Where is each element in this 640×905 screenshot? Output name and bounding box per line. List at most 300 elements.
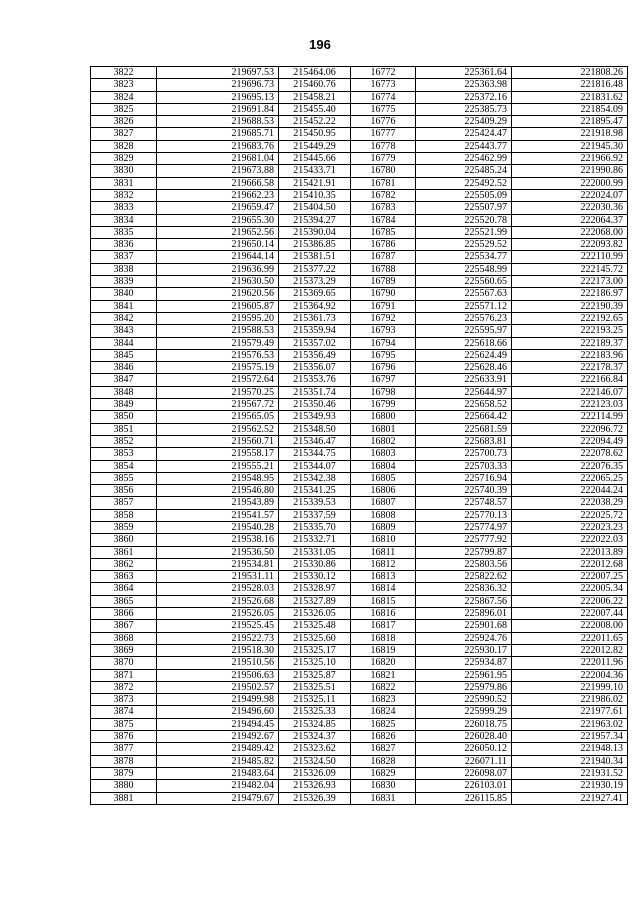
table-cell: 219538.16 (157, 534, 279, 546)
table-cell: 16776 (351, 116, 416, 128)
table-cell: 16819 (351, 644, 416, 656)
table-cell: 226115.85 (416, 792, 512, 804)
table-row (91, 325, 628, 337)
table-cell: 222007.44 (512, 608, 628, 620)
table-cell: 16811 (351, 546, 416, 558)
table-cell: 16794 (351, 337, 416, 349)
table-cell: 219560.71 (157, 435, 279, 447)
table-cell: 215326.39 (279, 792, 351, 804)
table-cell: 222023.23 (512, 521, 628, 533)
table-cell: 219659.47 (157, 202, 279, 214)
table-cell: 219494.45 (157, 718, 279, 730)
table-cell: 16788 (351, 263, 416, 275)
table-cell: 3878 (91, 755, 157, 767)
table-cell: 215326.05 (279, 608, 351, 620)
table-cell: 219528.03 (157, 583, 279, 595)
table-cell: 221831.62 (512, 91, 628, 103)
table-cell: 219636.99 (157, 263, 279, 275)
table-cell: 225492.52 (416, 177, 512, 189)
table-row (91, 755, 628, 767)
table-cell: 16796 (351, 362, 416, 374)
table-row (91, 214, 628, 226)
table-cell: 219502.57 (157, 681, 279, 693)
table-cell: 16787 (351, 251, 416, 263)
table-cell: 3825 (91, 103, 157, 115)
table-cell: 226071.11 (416, 755, 512, 767)
table-cell: 222008.00 (512, 620, 628, 632)
table-cell: 222013.89 (512, 546, 628, 558)
table-cell: 16800 (351, 411, 416, 423)
table-row (91, 386, 628, 398)
table-cell: 219489.42 (157, 743, 279, 755)
table-cell: 222030.36 (512, 202, 628, 214)
table-cell: 3832 (91, 189, 157, 201)
table-cell: 225774.97 (416, 521, 512, 533)
table-row (91, 435, 628, 447)
table-cell: 219496.60 (157, 706, 279, 718)
table-cell: 225740.39 (416, 485, 512, 497)
table-cell: 3835 (91, 226, 157, 238)
table-cell: 219595.20 (157, 312, 279, 324)
table-cell: 215335.70 (279, 521, 351, 533)
table-cell: 222093.82 (512, 239, 628, 251)
table-cell: 219531.11 (157, 571, 279, 583)
table-cell: 225777.92 (416, 534, 512, 546)
table-cell: 16780 (351, 165, 416, 177)
table-cell: 215346.47 (279, 435, 351, 447)
table-cell: 219526.05 (157, 608, 279, 620)
table-cell: 16817 (351, 620, 416, 632)
table-cell: 3826 (91, 116, 157, 128)
table-cell: 16797 (351, 374, 416, 386)
table-cell: 16827 (351, 743, 416, 755)
coordinates-table (90, 66, 628, 805)
table-cell: 225443.77 (416, 140, 512, 152)
table-row (91, 792, 628, 804)
table-cell: 3872 (91, 681, 157, 693)
table-row (91, 177, 628, 189)
table-cell: 225363.98 (416, 79, 512, 91)
table-cell: 3876 (91, 731, 157, 743)
table-cell: 222186.97 (512, 288, 628, 300)
table-cell: 3842 (91, 312, 157, 324)
table-cell: 219482.04 (157, 780, 279, 792)
table-cell: 221854.09 (512, 103, 628, 115)
table-cell: 3837 (91, 251, 157, 263)
table-cell: 3829 (91, 153, 157, 165)
table-row (91, 91, 628, 103)
table-cell: 219652.56 (157, 226, 279, 238)
table-cell: 225700.73 (416, 448, 512, 460)
table-cell: 215327.89 (279, 595, 351, 607)
table-cell: 215325.60 (279, 632, 351, 644)
table-row (91, 263, 628, 275)
table-cell: 3824 (91, 91, 157, 103)
table-row (91, 288, 628, 300)
table-row (91, 239, 628, 251)
table-cell: 16815 (351, 595, 416, 607)
table-cell: 215364.92 (279, 300, 351, 312)
table-cell: 215458.21 (279, 91, 351, 103)
table-cell: 215390.04 (279, 226, 351, 238)
table-cell: 221990.86 (512, 165, 628, 177)
table-cell: 221977.61 (512, 706, 628, 718)
table-cell: 219688.53 (157, 116, 279, 128)
table-cell: 219555.21 (157, 460, 279, 472)
table-cell: 3855 (91, 472, 157, 484)
table-cell: 219492.67 (157, 731, 279, 743)
table-row (91, 620, 628, 632)
table-cell: 225372.16 (416, 91, 512, 103)
table-row (91, 706, 628, 718)
table-cell: 219697.53 (157, 67, 279, 79)
table-cell: 225520.78 (416, 214, 512, 226)
table-row (91, 632, 628, 644)
table-cell: 215404.50 (279, 202, 351, 214)
table-cell: 3874 (91, 706, 157, 718)
table-cell: 215369.65 (279, 288, 351, 300)
table-cell: 3861 (91, 546, 157, 558)
table-cell: 3875 (91, 718, 157, 730)
table-cell: 219695.13 (157, 91, 279, 103)
table-cell: 226098.07 (416, 767, 512, 779)
table-cell: 222068.00 (512, 226, 628, 238)
table-cell: 222076.35 (512, 460, 628, 472)
table-cell: 3839 (91, 276, 157, 288)
table-cell: 225979.86 (416, 681, 512, 693)
table-row (91, 448, 628, 460)
table-cell: 219570.25 (157, 386, 279, 398)
table-row (91, 718, 628, 730)
table-cell: 215325.17 (279, 644, 351, 656)
table-cell: 16781 (351, 177, 416, 189)
table-row (91, 731, 628, 743)
table-cell: 215455.40 (279, 103, 351, 115)
table-cell: 219691.84 (157, 103, 279, 115)
table-row (91, 362, 628, 374)
table-row (91, 657, 628, 669)
table-row (91, 485, 628, 497)
table-cell: 222094.49 (512, 435, 628, 447)
table-cell: 225576.23 (416, 312, 512, 324)
table-row (91, 546, 628, 558)
table-cell: 16786 (351, 239, 416, 251)
table-cell: 3843 (91, 325, 157, 337)
table-cell: 215356.49 (279, 349, 351, 361)
table-cell: 3879 (91, 767, 157, 779)
table-cell: 3850 (91, 411, 157, 423)
table-cell: 16791 (351, 300, 416, 312)
table-cell: 221966.92 (512, 153, 628, 165)
table-cell: 16806 (351, 485, 416, 497)
table-cell: 226103.01 (416, 780, 512, 792)
table-cell: 3857 (91, 497, 157, 509)
table-cell: 219546.80 (157, 485, 279, 497)
table-cell: 3827 (91, 128, 157, 140)
table-row (91, 571, 628, 583)
table-cell: 221963.02 (512, 718, 628, 730)
table-cell: 219506.63 (157, 669, 279, 681)
table-cell: 222038.29 (512, 497, 628, 509)
table-cell: 16784 (351, 214, 416, 226)
table-cell: 3841 (91, 300, 157, 312)
table-cell: 215325.48 (279, 620, 351, 632)
table-cell: 225633.91 (416, 374, 512, 386)
table-row (91, 743, 628, 755)
table-cell: 219534.81 (157, 558, 279, 570)
table-row (91, 595, 628, 607)
table-cell: 225624.49 (416, 349, 512, 361)
table-cell: 215356.07 (279, 362, 351, 374)
table-cell: 3856 (91, 485, 157, 497)
table-cell: 222022.03 (512, 534, 628, 546)
table-row (91, 374, 628, 386)
table-cell: 3836 (91, 239, 157, 251)
table-cell: 221927.41 (512, 792, 628, 804)
table-cell: 226028.40 (416, 731, 512, 743)
table-cell: 222025.72 (512, 509, 628, 521)
table-cell: 215324.50 (279, 755, 351, 767)
table-cell: 225683.81 (416, 435, 512, 447)
table-cell: 16783 (351, 202, 416, 214)
table-cell: 16785 (351, 226, 416, 238)
table-cell: 225867.56 (416, 595, 512, 607)
table-cell: 221918.98 (512, 128, 628, 140)
table-cell: 215323.62 (279, 743, 351, 755)
table-cell: 215332.71 (279, 534, 351, 546)
table-row (91, 153, 628, 165)
table-cell: 16823 (351, 694, 416, 706)
table-cell: 222065.25 (512, 472, 628, 484)
table-cell: 215361.73 (279, 312, 351, 324)
table-cell: 225529.52 (416, 239, 512, 251)
table-cell: 225485.24 (416, 165, 512, 177)
table-cell: 225548.99 (416, 263, 512, 275)
table-cell: 3863 (91, 571, 157, 583)
table-cell: 3858 (91, 509, 157, 521)
table-cell: 16808 (351, 509, 416, 521)
table-cell: 219483.64 (157, 767, 279, 779)
table-cell: 225924.76 (416, 632, 512, 644)
table-cell: 225595.97 (416, 325, 512, 337)
table-cell: 219572.64 (157, 374, 279, 386)
table-cell: 222183.96 (512, 349, 628, 361)
table-cell: 16790 (351, 288, 416, 300)
table-cell: 215433.71 (279, 165, 351, 177)
table-cell: 222006.22 (512, 595, 628, 607)
table-row (91, 694, 628, 706)
table-row (91, 79, 628, 91)
table-cell: 225644.97 (416, 386, 512, 398)
table-cell: 219588.53 (157, 325, 279, 337)
table-cell: 222011.65 (512, 632, 628, 644)
table-cell: 219565.05 (157, 411, 279, 423)
table-cell: 222007.25 (512, 571, 628, 583)
table-cell: 16828 (351, 755, 416, 767)
table-cell: 3828 (91, 140, 157, 152)
table-cell: 225896.01 (416, 608, 512, 620)
table-cell: 221945.30 (512, 140, 628, 152)
table-row (91, 681, 628, 693)
table-cell: 219650.14 (157, 239, 279, 251)
table-cell: 16830 (351, 780, 416, 792)
table-cell: 215337.59 (279, 509, 351, 521)
table-cell: 225571.12 (416, 300, 512, 312)
table-cell: 225567.63 (416, 288, 512, 300)
table-cell: 16822 (351, 681, 416, 693)
table-cell: 225748.57 (416, 497, 512, 509)
table-cell: 225560.65 (416, 276, 512, 288)
table-cell: 215460.76 (279, 79, 351, 91)
table-cell: 221940.34 (512, 755, 628, 767)
table-cell: 219579.49 (157, 337, 279, 349)
table-cell: 219666.58 (157, 177, 279, 189)
table-row (91, 116, 628, 128)
table-cell: 225507.97 (416, 202, 512, 214)
table-row (91, 67, 628, 79)
table-cell: 219525.45 (157, 620, 279, 632)
table-row (91, 140, 628, 152)
table-cell: 225836.32 (416, 583, 512, 595)
table-cell: 226018.75 (416, 718, 512, 730)
table-cell: 3851 (91, 423, 157, 435)
table-cell: 221957.34 (512, 731, 628, 743)
table-cell: 219540.28 (157, 521, 279, 533)
table-cell: 3831 (91, 177, 157, 189)
table-cell: 225716.94 (416, 472, 512, 484)
table-cell: 222004.36 (512, 669, 628, 681)
table-row (91, 349, 628, 361)
table-row (91, 583, 628, 595)
table-cell: 219562.52 (157, 423, 279, 435)
table-cell: 222110.99 (512, 251, 628, 263)
table-cell: 219485.82 (157, 755, 279, 767)
table-cell: 16824 (351, 706, 416, 718)
table-row (91, 202, 628, 214)
table-cell: 16774 (351, 91, 416, 103)
table-cell: 225770.13 (416, 509, 512, 521)
table-cell: 3844 (91, 337, 157, 349)
table-cell: 215410.35 (279, 189, 351, 201)
table-cell: 3871 (91, 669, 157, 681)
table-row (91, 780, 628, 792)
table-cell: 3852 (91, 435, 157, 447)
table-cell: 3833 (91, 202, 157, 214)
table-cell: 215342.38 (279, 472, 351, 484)
table-cell: 215377.22 (279, 263, 351, 275)
table-cell: 222190.39 (512, 300, 628, 312)
table-cell: 225961.95 (416, 669, 512, 681)
table-cell: 215330.12 (279, 571, 351, 583)
table-cell: 16772 (351, 67, 416, 79)
table-cell: 219655.30 (157, 214, 279, 226)
table-row (91, 128, 628, 140)
table-cell: 3881 (91, 792, 157, 804)
table-cell: 221999.10 (512, 681, 628, 693)
table-cell: 16799 (351, 399, 416, 411)
table-cell: 3865 (91, 595, 157, 607)
table-cell: 222064.37 (512, 214, 628, 226)
table-cell: 219630.50 (157, 276, 279, 288)
table-cell: 222044.24 (512, 485, 628, 497)
table-cell: 215452.22 (279, 116, 351, 128)
table-cell: 219605.87 (157, 300, 279, 312)
table-cell: 16810 (351, 534, 416, 546)
table-cell: 16802 (351, 435, 416, 447)
table-cell: 16777 (351, 128, 416, 140)
table-cell: 219575.19 (157, 362, 279, 374)
table-cell: 16831 (351, 792, 416, 804)
table-cell: 215349.93 (279, 411, 351, 423)
table-cell: 219576.53 (157, 349, 279, 361)
table-cell: 215344.75 (279, 448, 351, 460)
table-cell: 221948.13 (512, 743, 628, 755)
table-cell: 3848 (91, 386, 157, 398)
table-cell: 16826 (351, 731, 416, 743)
table-cell: 16820 (351, 657, 416, 669)
table-cell: 219518.30 (157, 644, 279, 656)
table-cell: 16812 (351, 558, 416, 570)
table-cell: 3860 (91, 534, 157, 546)
table-cell: 225803.56 (416, 558, 512, 570)
table-row (91, 644, 628, 656)
table-cell: 222145.72 (512, 263, 628, 275)
table-cell: 225681.59 (416, 423, 512, 435)
table-cell: 16807 (351, 497, 416, 509)
table-cell: 16825 (351, 718, 416, 730)
table-cell: 215324.85 (279, 718, 351, 730)
table-cell: 16778 (351, 140, 416, 152)
table-row (91, 423, 628, 435)
table-row (91, 521, 628, 533)
table-cell: 225361.64 (416, 67, 512, 79)
table-cell: 219567.72 (157, 399, 279, 411)
table-cell: 3830 (91, 165, 157, 177)
table-cell: 225999.29 (416, 706, 512, 718)
table-cell: 215326.93 (279, 780, 351, 792)
table-cell: 215450.95 (279, 128, 351, 140)
table-row (91, 534, 628, 546)
table-cell: 3862 (91, 558, 157, 570)
table-cell: 3870 (91, 657, 157, 669)
table-cell: 219644.14 (157, 251, 279, 263)
table-cell: 3847 (91, 374, 157, 386)
table-cell: 222005.34 (512, 583, 628, 595)
table-cell: 215373.29 (279, 276, 351, 288)
table-cell: 3853 (91, 448, 157, 460)
table-cell: 219543.89 (157, 497, 279, 509)
table-cell: 3880 (91, 780, 157, 792)
table-row (91, 669, 628, 681)
table-cell: 16804 (351, 460, 416, 472)
table-cell: 3849 (91, 399, 157, 411)
table-cell: 222012.68 (512, 558, 628, 570)
table-cell: 3877 (91, 743, 157, 755)
table-cell: 3845 (91, 349, 157, 361)
table-cell: 16793 (351, 325, 416, 337)
table-cell: 222166.84 (512, 374, 628, 386)
table-cell: 215394.27 (279, 214, 351, 226)
table-cell: 215325.51 (279, 681, 351, 693)
table-cell: 215445.66 (279, 153, 351, 165)
table-cell: 222024.07 (512, 189, 628, 201)
table-cell: 215348.50 (279, 423, 351, 435)
table-cell: 225462.99 (416, 153, 512, 165)
table-cell: 219499.98 (157, 694, 279, 706)
table-cell: 225901.68 (416, 620, 512, 632)
table-cell: 215325.11 (279, 694, 351, 706)
table-cell: 215331.05 (279, 546, 351, 558)
